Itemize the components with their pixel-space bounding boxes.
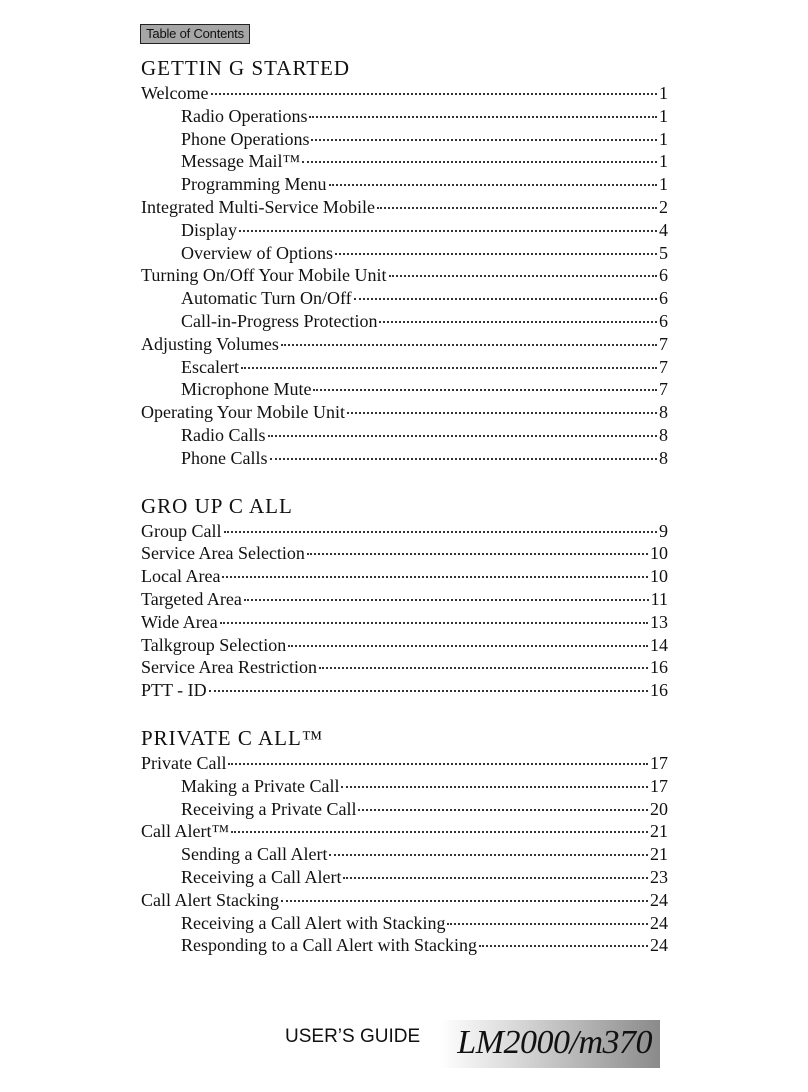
toc-entry-page: 1 bbox=[659, 83, 668, 103]
toc-entry[interactable] bbox=[141, 242, 668, 265]
dot-leader bbox=[268, 435, 658, 437]
toc-entry[interactable] bbox=[141, 542, 668, 565]
toc-entry-label: Call Alert™ bbox=[141, 821, 230, 842]
toc-entry[interactable] bbox=[141, 798, 668, 821]
toc-entry-page: 10 bbox=[650, 543, 668, 564]
toc-entry-page: 17 bbox=[650, 775, 668, 796]
toc-entry-page: 20 bbox=[650, 798, 668, 819]
toc-entry-label: Responding to a Call Alert with Stacking bbox=[181, 935, 477, 956]
toc-entry-label: Service Area Restriction bbox=[141, 657, 317, 678]
dot-leader bbox=[479, 945, 648, 947]
toc-entry-label: Message Mail™ bbox=[181, 151, 301, 172]
toc-entry-page: 11 bbox=[650, 588, 668, 609]
section-title: GETTIN G STARTED bbox=[141, 56, 351, 80]
section-title: GRO UP C ALL bbox=[141, 493, 293, 518]
toc-entry-page: 10 bbox=[650, 566, 668, 587]
section-getting-started bbox=[141, 56, 668, 470]
dot-leader bbox=[222, 576, 648, 578]
dot-leader bbox=[341, 786, 648, 788]
dot-leader bbox=[231, 831, 648, 833]
toc-entry[interactable] bbox=[141, 150, 668, 173]
toc-entry[interactable] bbox=[141, 611, 668, 634]
dot-leader bbox=[224, 531, 658, 533]
dot-leader bbox=[343, 877, 648, 879]
dot-leader bbox=[211, 93, 657, 95]
toc-entry[interactable] bbox=[141, 196, 668, 219]
dot-leader bbox=[311, 139, 657, 141]
toc-entry-label: Wide Area bbox=[141, 611, 218, 632]
toc-entry-label: Group Call bbox=[141, 520, 222, 541]
dot-leader bbox=[319, 667, 648, 669]
toc-entry-label: Microphone Mute bbox=[181, 379, 312, 400]
dot-leader bbox=[220, 622, 648, 624]
toc-entry-label: Receiving a Private Call bbox=[181, 798, 357, 819]
toc-entry-label: Receiving a Call Alert bbox=[181, 866, 342, 887]
toc-entry-page: 7 bbox=[659, 333, 668, 354]
dot-leader bbox=[389, 275, 657, 277]
toc-entry-page: 14 bbox=[650, 634, 668, 655]
toc-entry-label: Service Area Selection bbox=[141, 543, 305, 564]
toc-entry-page: 5 bbox=[659, 242, 668, 263]
toc-entry[interactable] bbox=[141, 333, 668, 356]
toc-entry-label: Turning On/Off Your Mobile Unit bbox=[141, 265, 387, 286]
toc-entry[interactable] bbox=[141, 219, 668, 242]
toc-entry-page: 4 bbox=[659, 219, 668, 240]
toc-entry[interactable] bbox=[141, 173, 668, 196]
toc-entry-page: 6 bbox=[659, 265, 668, 286]
toc-entry[interactable] bbox=[141, 264, 668, 287]
toc-entry[interactable] bbox=[141, 565, 668, 588]
toc-entry-label: Targeted Area bbox=[141, 588, 242, 609]
dot-leader bbox=[313, 389, 657, 391]
toc-list bbox=[141, 82, 668, 470]
toc-entry-label: Talkgroup Selection bbox=[141, 634, 287, 655]
dot-leader bbox=[239, 230, 657, 232]
toc-list bbox=[141, 752, 668, 957]
toc-entry-label: Making a Private Call bbox=[181, 775, 340, 796]
toc-entry-label: Phone Calls bbox=[181, 447, 268, 468]
toc-entry[interactable] bbox=[141, 105, 668, 128]
toc-entry[interactable] bbox=[141, 310, 668, 333]
dot-leader bbox=[302, 161, 657, 163]
toc-entry-label: Operating Your Mobile Unit bbox=[141, 402, 345, 423]
toc-entry[interactable] bbox=[141, 775, 668, 798]
toc-entry-label: Programming Menu bbox=[181, 174, 327, 195]
toc-entry-page: 6 bbox=[659, 310, 668, 331]
toc-entry[interactable] bbox=[141, 934, 668, 957]
section-title: PRIVATE C ALL™ bbox=[141, 725, 324, 750]
toc-entry[interactable] bbox=[141, 679, 668, 702]
toc-entry-label: Sending a Call Alert bbox=[181, 844, 328, 865]
dot-leader bbox=[377, 207, 657, 209]
toc-entry-page: 16 bbox=[650, 680, 668, 701]
toc-entry-page: 9 bbox=[659, 520, 668, 541]
dot-leader bbox=[307, 553, 648, 555]
dot-leader bbox=[209, 690, 648, 692]
toc-entry-page: 7 bbox=[659, 379, 668, 400]
model-name: LM2000/m370 bbox=[457, 1024, 652, 1061]
toc-entry[interactable] bbox=[141, 424, 668, 447]
section-private-call bbox=[141, 726, 668, 957]
dot-leader bbox=[244, 599, 649, 601]
footer bbox=[280, 1020, 668, 1070]
toc-entry-label: Radio Operations bbox=[181, 105, 308, 126]
toc-entry-page: 8 bbox=[659, 402, 668, 423]
toc-entry[interactable] bbox=[141, 128, 668, 151]
toc-entry-page: 8 bbox=[659, 447, 668, 468]
toc-entry-page: 24 bbox=[650, 912, 668, 933]
dot-leader bbox=[347, 412, 657, 414]
toc-entry-label: PTT - ID bbox=[141, 680, 207, 701]
toc-entry[interactable] bbox=[141, 378, 668, 401]
toc-entry-page: 24 bbox=[650, 889, 668, 910]
toc-entry-page: 1 bbox=[659, 105, 668, 126]
toc-entry-label: Phone Operations bbox=[181, 128, 310, 149]
toc-entry[interactable] bbox=[141, 356, 668, 379]
toc-entry-label: Local Area bbox=[141, 566, 221, 587]
dot-leader bbox=[270, 458, 657, 460]
toc-entry[interactable] bbox=[141, 520, 668, 543]
users-guide-label: USER’S GUIDE bbox=[285, 1026, 421, 1047]
toc-entry[interactable] bbox=[141, 866, 668, 889]
toc-entry[interactable] bbox=[141, 634, 668, 657]
table-of-contents bbox=[141, 56, 668, 957]
toc-entry-label: Receiving a Call Alert with Stacking bbox=[181, 912, 446, 933]
toc-entry-label: Radio Calls bbox=[181, 424, 266, 445]
dot-leader bbox=[335, 253, 657, 255]
toc-entry[interactable] bbox=[141, 656, 668, 679]
toc-entry-page: 7 bbox=[659, 356, 668, 377]
toc-entry-label: Display bbox=[181, 219, 237, 240]
model-banner bbox=[440, 1020, 660, 1068]
toc-list bbox=[141, 520, 668, 702]
dot-leader bbox=[309, 116, 657, 118]
dot-leader bbox=[281, 344, 657, 346]
toc-entry[interactable] bbox=[141, 401, 668, 424]
dot-leader bbox=[379, 321, 657, 323]
toc-entry-page: 8 bbox=[659, 424, 668, 445]
toc-entry-page: 21 bbox=[650, 844, 668, 865]
toc-entry-page: 23 bbox=[650, 866, 668, 887]
toc-entry-page: 2 bbox=[659, 196, 668, 217]
dot-leader bbox=[329, 184, 658, 186]
dot-leader bbox=[228, 763, 648, 765]
dot-leader bbox=[329, 854, 648, 856]
toc-entry-label: Private Call bbox=[141, 752, 227, 773]
toc-entry-page: 24 bbox=[650, 935, 668, 956]
toc-entry[interactable] bbox=[141, 820, 668, 843]
dot-leader bbox=[447, 923, 648, 925]
toc-entry[interactable] bbox=[141, 447, 668, 470]
dot-leader bbox=[358, 809, 648, 811]
toc-entry-page: 6 bbox=[659, 288, 668, 309]
toc-entry-page: 21 bbox=[650, 821, 668, 842]
toc-entry[interactable] bbox=[141, 82, 668, 105]
section-group-call bbox=[141, 494, 668, 702]
toc-entry-label: Overview of Options bbox=[181, 242, 333, 263]
toc-entry-page: 16 bbox=[650, 657, 668, 678]
toc-entry-page: 17 bbox=[650, 752, 668, 773]
toc-entry[interactable] bbox=[141, 588, 668, 611]
toc-entry-label: Call-in-Progress Protection bbox=[181, 310, 378, 331]
dot-leader bbox=[288, 645, 648, 647]
toc-entry-page: 1 bbox=[659, 128, 668, 149]
toc-entry[interactable] bbox=[141, 287, 668, 310]
toc-entry-label: Adjusting Volumes bbox=[141, 333, 279, 354]
toc-entry-label: Welcome bbox=[141, 83, 209, 103]
toc-entry-label: Escalert bbox=[181, 356, 239, 377]
toc-entry-page: 1 bbox=[659, 174, 668, 195]
toc-entry[interactable] bbox=[141, 889, 668, 912]
toc-entry[interactable] bbox=[141, 752, 668, 775]
toc-entry-page: 13 bbox=[650, 611, 668, 632]
toc-entry-label: Integrated Multi-Service Mobile bbox=[141, 196, 375, 217]
dot-leader bbox=[281, 900, 648, 902]
table-of-contents-tab: Table of Contents bbox=[140, 24, 250, 44]
toc-entry-label: Automatic Turn On/Off bbox=[181, 288, 352, 309]
toc-entry[interactable] bbox=[141, 843, 668, 866]
toc-entry[interactable] bbox=[141, 912, 668, 935]
toc-entry-label: Call Alert Stacking bbox=[141, 889, 279, 910]
dot-leader bbox=[241, 367, 657, 369]
dot-leader bbox=[354, 298, 657, 300]
toc-entry-page: 1 bbox=[659, 151, 668, 172]
